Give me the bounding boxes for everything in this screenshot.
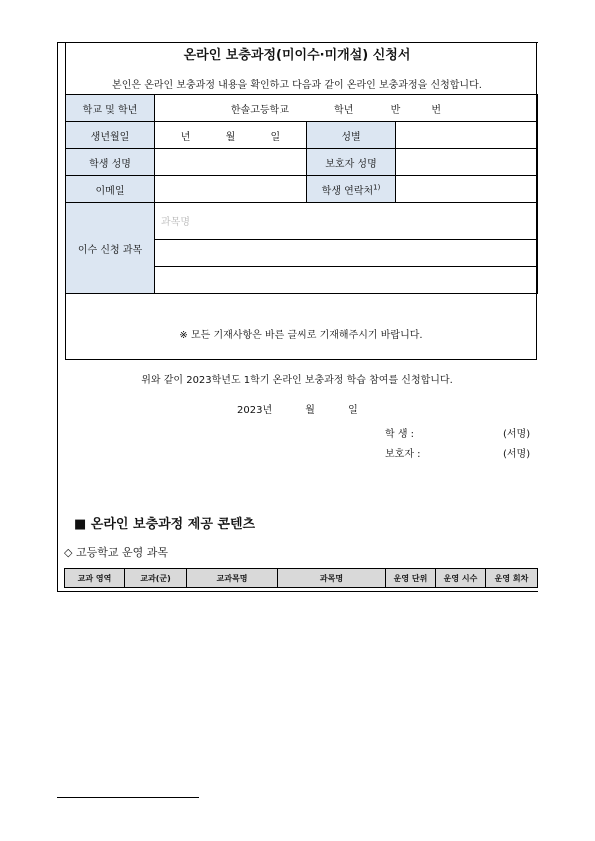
subject-field-3[interactable] [155, 267, 538, 294]
gender-field[interactable] [396, 122, 538, 149]
student-sign-label: 학 생 : [385, 429, 415, 440]
col-area: 교과 영역 [65, 569, 125, 588]
day-label: 일 [270, 131, 281, 143]
col-units: 운영 단위 [386, 569, 436, 588]
grade-label: 학년 [334, 104, 354, 116]
date-day: 일 [348, 405, 358, 416]
subject-field-2[interactable] [155, 240, 538, 267]
col-course-name: 교과목명 [187, 569, 278, 588]
email-label: 이메일 [66, 176, 155, 203]
col-hours: 운영 시수 [436, 569, 486, 588]
number-label: 번 [431, 104, 442, 116]
form-title: 온라인 보충과정(미이수·미개설) 신청서 [183, 48, 411, 63]
apply-statement: 위와 같이 2023학년도 1학기 온라인 보충과정 학습 참여를 신청합니다. [141, 375, 453, 386]
subject-label: 이수 신청 과목 [66, 203, 155, 294]
subject-field-1[interactable]: 과목명 [155, 203, 538, 240]
date-month: 월 [305, 405, 315, 416]
month-label: 월 [225, 131, 236, 143]
school-name: 한솔고등학교 [230, 104, 289, 116]
school-field[interactable] [155, 95, 538, 122]
date-year: 2023년 [237, 405, 273, 416]
birth-label: 생년월일 [66, 122, 155, 149]
student-name-field[interactable] [155, 149, 307, 176]
guardian-name-label: 보호자 성명 [307, 149, 396, 176]
col-group: 교과(군) [125, 569, 187, 588]
class-label: 반 [390, 104, 401, 116]
year-label: 년 [180, 131, 191, 143]
student-sign-mark[interactable]: (서명) [503, 429, 531, 440]
col-sessions: 운영 회차 [486, 569, 538, 588]
gender-label: 성별 [307, 122, 396, 149]
section-title: ■ 온라인 보충과정 제공 콘텐츠 [74, 517, 256, 532]
contents-table [64, 568, 538, 588]
notice-text: ※ 모든 기재사항은 바른 글씨로 기재해주시기 바랍니다. [179, 330, 423, 341]
guardian-sign-label: 보호자 : [385, 449, 421, 460]
section-subtitle: ◇ 고등학교 운영 과목 [64, 546, 168, 559]
intro-text: 본인은 온라인 보충과정 내용을 확인하고 다음과 같이 온라인 보충과정을 신청합니다. [112, 80, 482, 91]
footnote-divider [57, 797, 199, 798]
application-form-table [65, 94, 538, 294]
guardian-sign-mark[interactable]: (서명) [503, 449, 531, 460]
col-subject-name: 과목명 [278, 569, 386, 588]
birth-field[interactable] [155, 122, 307, 149]
student-contact-field[interactable] [396, 176, 538, 203]
date-line [237, 401, 437, 416]
student-contact-label: 학생 연락처 [321, 185, 374, 197]
email-field[interactable] [155, 176, 307, 203]
guardian-name-field[interactable] [396, 149, 538, 176]
student-contact-label-cell [307, 176, 396, 203]
footnote-marker: 1) [373, 183, 381, 192]
student-name-label: 학생 성명 [66, 149, 155, 176]
school-label: 학교 및 학년 [66, 95, 155, 122]
